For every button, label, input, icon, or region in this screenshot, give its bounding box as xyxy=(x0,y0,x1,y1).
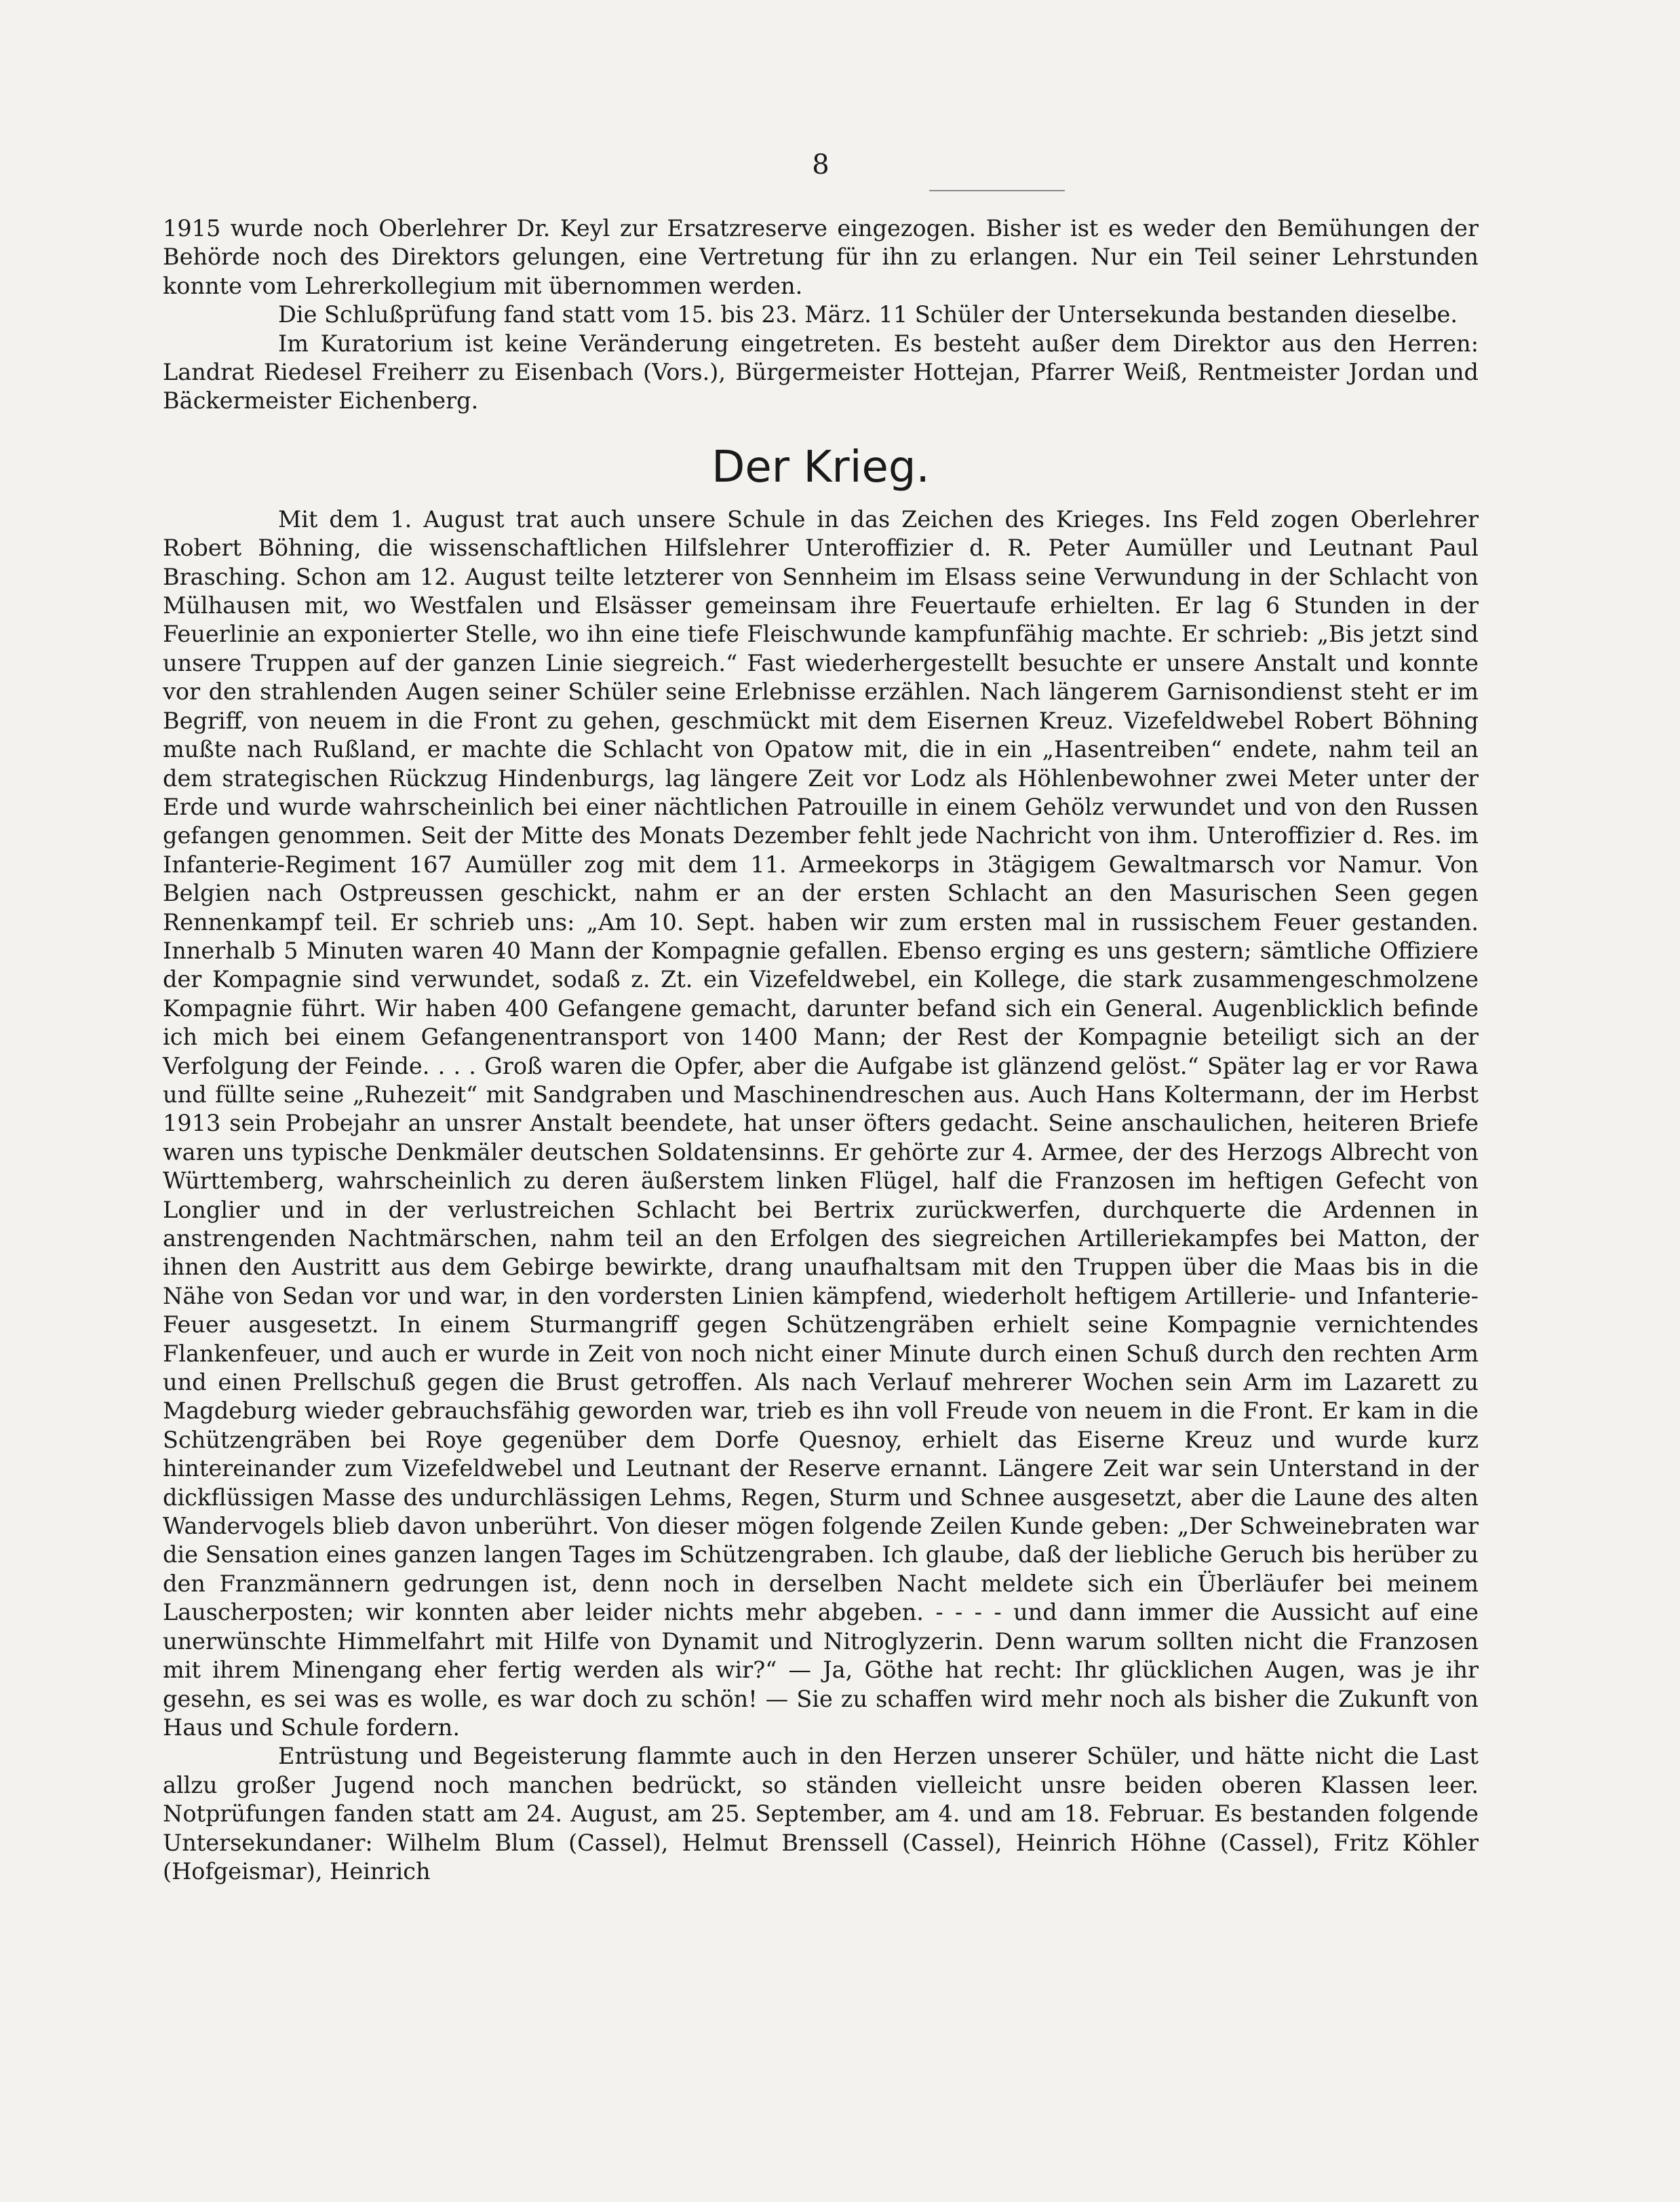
paragraph-kuratorium: Im Kuratorium ist keine Veränderung eingetreten. Es besteht außer dem Direktor aus den Herren: Landrat Riedesel Freiherr zu Eisenbach (Vors.), Bürgermeister Hottejan, Pfarrer Weiß, Rentmeister Jordan und Bäckermeister Eichenberg. xyxy=(163,330,1479,414)
paragraph-keyl: 1915 wurde noch Oberlehrer Dr. Keyl zur Ersatzreserve eingezogen. Bisher ist es weder den Bemühungen der Behörde noch des Direktors gelungen, eine Vertretung für ihn zu erlangen. Nur ein Teil seiner Lehrstunden konnte vom Lehrerkollegium mit übernommen werden. xyxy=(163,215,1479,299)
document-page xyxy=(163,149,1479,1886)
page-number: 8 xyxy=(163,149,1479,180)
section-heading: Der Krieg. xyxy=(711,442,930,492)
paragraph-schlusspruefung: Die Schlußprüfung fand statt vom 15. bis 23. März. 11 Schüler der Untersekunda bestanden dieselbe. xyxy=(278,301,1458,328)
paragraph-entruestung: Entrüstung und Begeisterung flammte auch in den Herzen unserer Schüler, und hätte nicht die Last allzu großer Jugend noch manchen bedrückt, so ständen vielleicht unsre beiden oberen Klassen leer. Notprüfungen fanden statt am 24. August, am 25. September, am 4. und am 18. Februar. Es bestanden folgende Untersekundaner: Wilhelm Blum (Cassel), Helmut Brenssell (Cassel), Heinrich Höhne (Cassel), Fritz Köhler (Hofgeismar), Heinrich xyxy=(163,1743,1479,1885)
paragraph-krieg: Mit dem 1. August trat auch unsere Schule in das Zeichen des Krieges. Ins Feld zogen Oberlehrer Robert Böhning, die wissenschaftlichen Hilfslehrer Unteroffizier d. R. Peter Aumüller und Leutnant Paul Brasching. Schon am 12. August teilte letzterer von Sennheim im Elsass seine Verwundung in der Schlacht von Mülhausen mit, wo Westfalen und Elsässer gemeinsam ihre Feuertaufe erhielten. Er lag 6 Stunden in der Feuerlinie an exponierter Stelle, wo ihn eine tiefe Fleischwunde kampfunfähig machte. Er schrieb: „Bis jetzt sind unsere Truppen auf der ganzen Linie siegreich.“ Fast wiederhergestellt besuchte er unsere Anstalt und konnte vor den strahlenden Augen seiner Schüler seine Erlebnisse erzählen. Nach längerem Garnisondienst steht er im Begriff, von neuem in die Front zu gehen, geschmückt mit dem Eisernen Kreuz. Vizefeldwebel Robert Böhning mußte nach Rußland, er machte die Schlacht von Opatow mit, die in ein „Hasentreiben“ endete, nahm teil an dem strategischen Rückzug Hindenburgs, lag längere Zeit vor Lodz als Höhlenbewohner zwei Meter unter der Erde und wurde wahrscheinlich bei einer nächtlichen Patrouille in einem Gehölz verwundet und von den Russen gefangen genommen. Seit der Mitte des Monats Dezember fehlt jede Nachricht von ihm. Unteroffizier d. Res. im Infanterie-Regiment 167 Aumüller zog mit dem 11. Armeekorps in 3tägigem Gewaltmarsch vor Namur. Von Belgien nach Ostpreussen geschickt, nahm er an der ersten Schlacht an den Masurischen Seen gegen Rennenkampf teil. Er schrieb uns: „Am 10. Sept. haben wir zum ersten mal in russischem Feuer gestanden. Innerhalb 5 Minuten waren 40 Mann der Kompagnie gefallen. Ebenso erging es uns gestern; sämtliche Offiziere der Kompagnie sind verwundet, sodaß z. Zt. ein Vizefeldwebel, ein Kollege, die stark zusammengeschmolzene Kompagnie führt. Wir haben 400 Gefangene gemacht, darunter befand sich ein General. Augenblicklich befinde ich mich bei einem Gefangenentransport von 1400 Mann; der Rest der Kompagnie beteiligt sich an der Verfolgung der Feinde. . . . Groß waren die Opfer, aber die Aufgabe ist glänzend gelöst.“ Später lag er vor Rawa und füllte seine „Ruhezeit“ mit Sandgraben und Maschinendreschen aus. Auch Hans Koltermann, der im Herbst 1913 sein Probejahr an unsrer Anstalt beendete, hat unser öfters gedacht. Seine anschaulichen, heiteren Briefe waren uns typische Denkmäler deutschen Soldatensinns. Er gehörte zur 4. Armee, der des Herzogs Albrecht von Württemberg, wahrscheinlich zu deren äußerstem linken Flügel, half die Franzosen im heftigen Gefecht von Longlier und in der verlustreichen Schlacht bei Bertrix zurückwerfen, durchquerte die Ardennen in anstrengenden Nachtmärschen, nahm teil an den Erfolgen des siegreichen Artilleriekampfes bei Matton, der ihnen den Austritt aus dem Gebirge bewirkte, drang unaufhaltsam mit den Truppen über die Maas bis in die Nähe von Sedan vor und war, in den vordersten Linien kämpfend, wiederholt heftigem Artillerie- und Infanterie-Feuer ausgesetzt. In einem Sturmangriff gegen Schützengräben erhielt seine Kompagnie vernichtendes Flankenfeuer, und auch er wurde in Zeit von noch nicht einer Minute durch einen Schuß durch den rechten Arm und einen Prellschuß gegen die Brust getroffen. Als nach Verlauf mehrerer Wochen sein Arm im Lazarett zu Magdeburg wieder gebrauchsfähig geworden war, trieb es ihn voll Freude von neuem in die Front. Er kam in die Schützengräben bei Roye gegenüber dem Dorfe Quesnoy, erhielt das Eiserne Kreuz und wurde kurz hintereinander zum Vizefeldwebel und Leutnant der Reserve ernannt. Längere Zeit war sein Unterstand in der dickflüssigen Masse des undurchlässigen Lehms, Regen, Sturm und Schnee ausgesetzt, aber die Laune des alten Wandervogels blieb davon unberührt. Von dieser mögen folgende Zeilen Kunde geben: „Der Schweinebraten war die Sensation eines ganzen langen Tages im Schützengraben. Ich glaube, daß der liebliche Geruch bis herüber zu den Franzmännern gedrungen ist, denn noch in derselben Nacht meldete sich ein Überläufer bei meinem Lauscherposten; wir konnten aber leider nichts mehr abgeben. - - - - und dann immer die Aussicht auf eine unerwünschte Himmelfahrt mit Hilfe von Dynamit und Nitroglyzerin. Denn warum sollten nicht die Franzosen mit ihrem Minengang eher fertig werden als wir?“ — Ja, Göthe hat recht: Ihr glücklichen Augen, was je ihr gesehn, es sei was es wolle, es war doch zu schön! — Sie zu schaffen wird mehr noch als bisher die Zukunft von Haus und Schule fordern. xyxy=(163,505,1479,1741)
